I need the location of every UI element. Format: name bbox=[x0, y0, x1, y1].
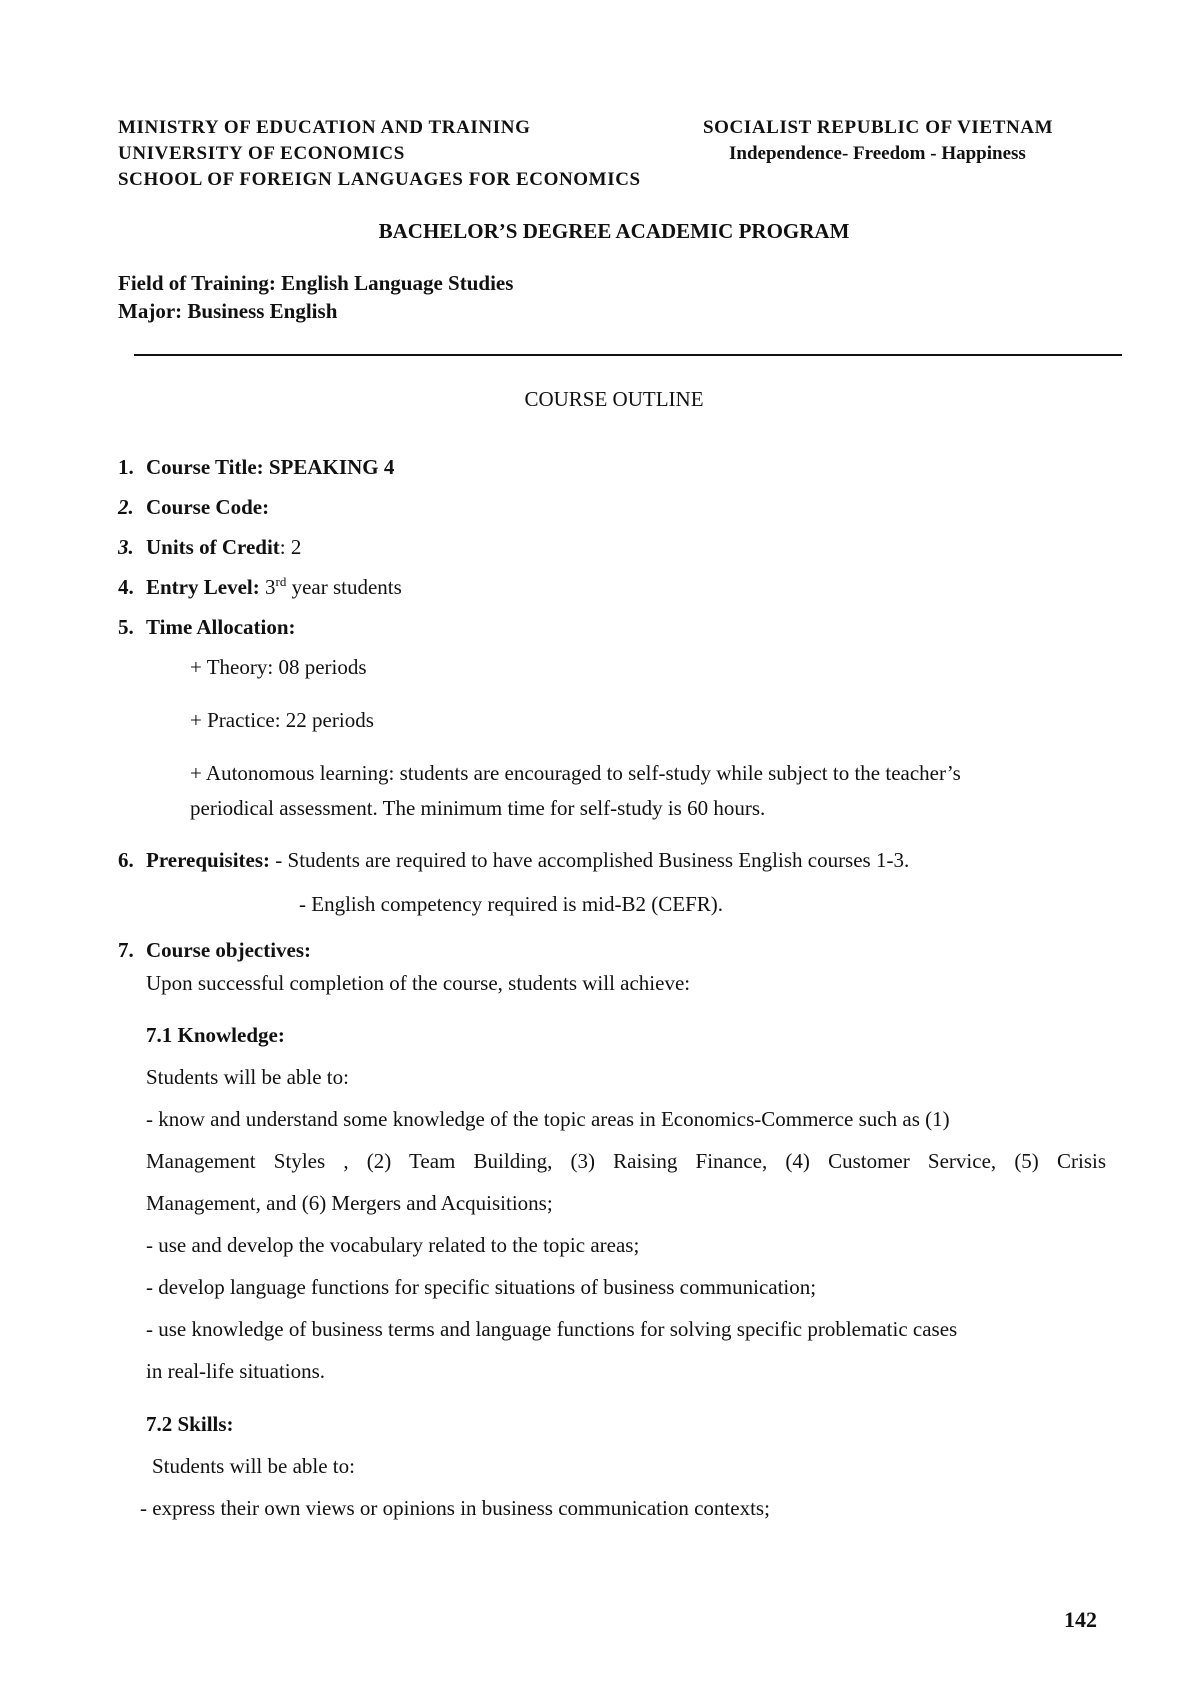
item-label: Prerequisites: bbox=[146, 848, 271, 872]
knowledge-line: Management Styles , (2) Team Building, (3) Raising Finance, (4) Customer Service, (5) Crisis bbox=[146, 1149, 1106, 1173]
item-number: 1. bbox=[118, 455, 134, 479]
horizontal-rule bbox=[134, 354, 1122, 356]
university-line: UNIVERSITY OF ECONOMICS bbox=[118, 143, 405, 164]
item-number: 6. bbox=[118, 848, 134, 872]
item-label: Entry Level: bbox=[146, 575, 260, 599]
knowledge-heading: 7.1 Knowledge: bbox=[146, 1023, 285, 1047]
knowledge-line: in real-life situations. bbox=[146, 1359, 326, 1383]
item-value: 3 bbox=[259, 575, 276, 599]
major: Major: Business English bbox=[118, 299, 338, 323]
skills-intro: Students will be able to: bbox=[152, 1454, 355, 1478]
knowledge-line: - use knowledge of business terms and language functions for solving specific problematic cases bbox=[146, 1317, 958, 1341]
item-prerequisites bbox=[118, 848, 909, 873]
program-title: BACHELOR’S DEGREE ACADEMIC PROGRAM bbox=[378, 219, 850, 243]
objectives-intro: Upon successful completion of the course, students will achieve: bbox=[146, 971, 691, 995]
item-number: 2. bbox=[118, 495, 134, 519]
ordinal-suffix: rd bbox=[275, 574, 287, 589]
item-label: Course objectives: bbox=[146, 938, 312, 962]
item-label: Course Title: SPEAKING 4 bbox=[146, 455, 395, 479]
motto-line: Independence- Freedom - Happiness bbox=[729, 143, 1026, 164]
item-units-of-credit bbox=[118, 535, 301, 560]
knowledge-intro: Students will be able to: bbox=[146, 1065, 349, 1089]
knowledge-line: - know and understand some knowledge of the topic areas in Economics-Commerce such as (1) bbox=[146, 1107, 950, 1131]
skills-line: - express their own views or opinions in business communication contexts; bbox=[140, 1496, 770, 1520]
skills-heading: 7.2 Skills: bbox=[146, 1412, 234, 1436]
republic-line: SOCIALIST REPUBLIC OF VIETNAM bbox=[703, 117, 1054, 138]
item-entry-level bbox=[118, 575, 402, 600]
prerequisite-line-2: - English competency required is mid-B2 (CEFR). bbox=[299, 892, 724, 916]
item-course-title bbox=[118, 455, 394, 480]
item-value: - Students are required to have accomplished Business English courses 1-3. bbox=[270, 848, 910, 872]
knowledge-line: - develop language functions for specific situations of business communication; bbox=[146, 1275, 817, 1299]
autonomous-line-1: + Autonomous learning: students are encouraged to self-study while subject to the teacher’s bbox=[190, 761, 961, 785]
item-value: : 2 bbox=[279, 535, 302, 559]
item-time-allocation bbox=[118, 615, 296, 640]
item-course-objectives bbox=[118, 938, 311, 963]
item-label: Time Allocation: bbox=[146, 615, 296, 639]
item-label: Course Code: bbox=[146, 495, 270, 519]
page-number: 142 bbox=[1064, 1607, 1097, 1632]
item-course-code bbox=[118, 495, 269, 520]
item-value-tail: year students bbox=[286, 575, 402, 599]
outline-title: COURSE OUTLINE bbox=[524, 387, 704, 411]
item-number: 5. bbox=[118, 615, 134, 639]
autonomous-line-2: periodical assessment. The minimum time for self-study is 60 hours. bbox=[190, 796, 766, 820]
item-number: 3. bbox=[118, 535, 134, 559]
school-line: SCHOOL OF FOREIGN LANGUAGES FOR ECONOMICS bbox=[118, 169, 641, 190]
item-number: 7. bbox=[118, 938, 134, 962]
knowledge-line: Management, and (6) Mergers and Acquisitions; bbox=[146, 1191, 553, 1215]
knowledge-line: - use and develop the vocabulary related to the topic areas; bbox=[146, 1233, 640, 1257]
item-number: 4. bbox=[118, 575, 134, 599]
item-label: Units of Credit bbox=[146, 535, 280, 559]
theory-line: + Theory: 08 periods bbox=[190, 655, 367, 679]
ministry-line: MINISTRY OF EDUCATION AND TRAINING bbox=[118, 117, 531, 138]
practice-line: + Practice: 22 periods bbox=[190, 708, 374, 732]
field-of-training: Field of Training: English Language Studies bbox=[118, 271, 514, 295]
